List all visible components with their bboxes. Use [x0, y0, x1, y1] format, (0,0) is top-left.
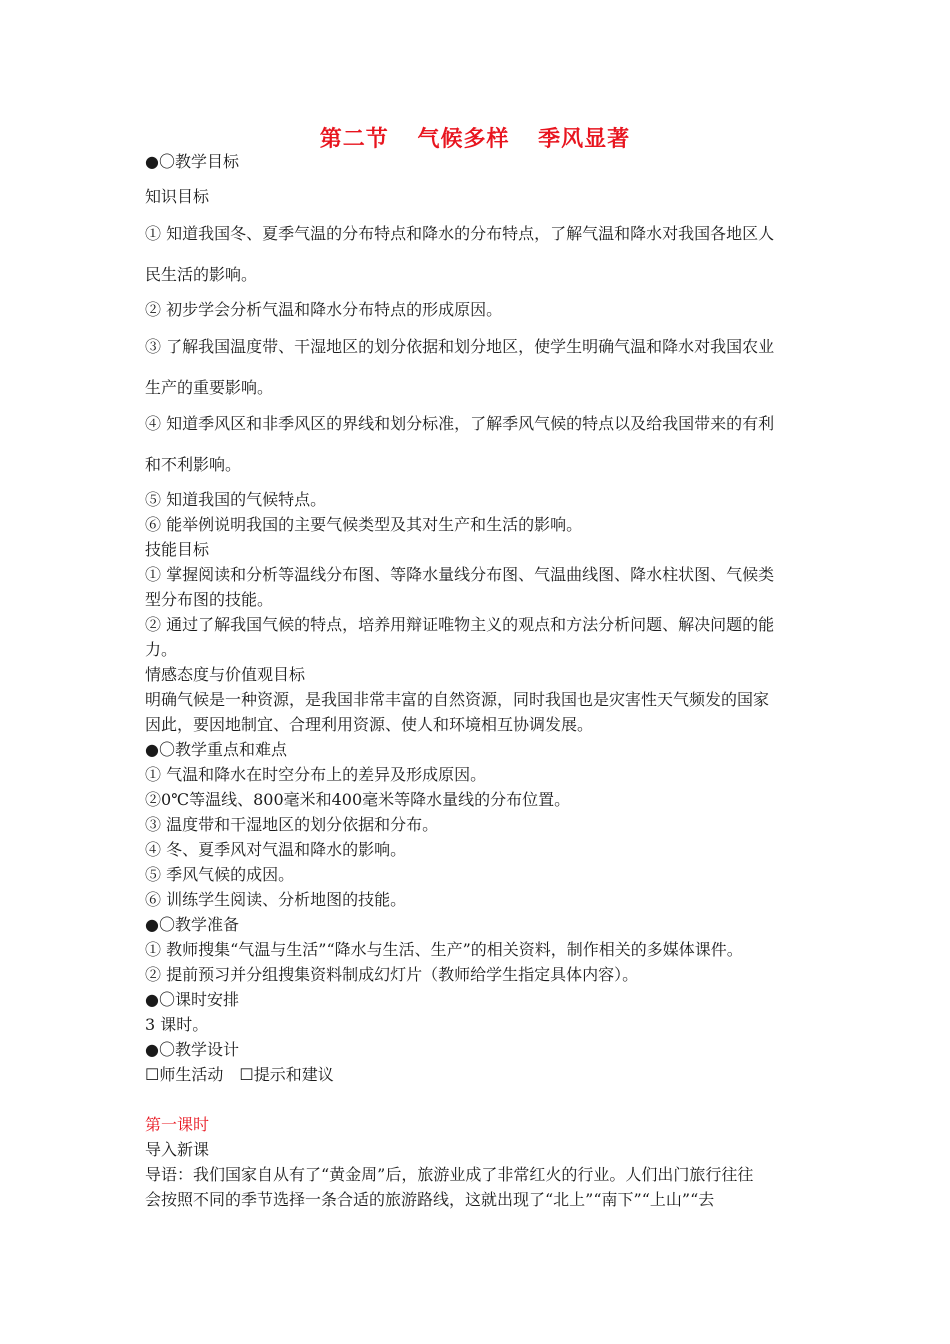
- preparation-heading: ●〇教学准备: [145, 915, 239, 934]
- page-title: [0, 122, 950, 153]
- knowledge-item-1: ① 知道我国冬、夏季气温的分布特点和降水的分布特点，了解气温和降水对我国各地区人: [145, 224, 775, 243]
- goals-heading: ●〇教学目标: [145, 152, 239, 171]
- emotion-heading: 情感态度与价值观目标: [145, 665, 306, 684]
- preparation-item-2: ② 提前预习并分组搜集资料制成幻灯片（教师给学生指定具体内容）。: [145, 965, 639, 984]
- key-point-3: ③ 温度带和干湿地区的划分依据和分布。: [145, 815, 439, 834]
- skill-item-2-cont: 力。: [145, 640, 178, 659]
- key-point-4: ④ 冬、夏季风对气温和降水的影响。: [145, 840, 407, 859]
- knowledge-item-2: ② 初步学会分析气温和降水分布特点的形成原因。: [145, 300, 503, 319]
- key-point-2: ②0℃等温线、800毫米和400毫米等降水量线的分布位置。: [145, 790, 571, 809]
- knowledge-item-6: ⑥ 能举例说明我国的主要气候类型及其对生产和生活的影响。: [145, 515, 583, 534]
- skill-item-1: ① 掌握阅读和分析等温线分布图、等降水量线分布图、气温曲线图、降水柱状图、气候类: [145, 565, 775, 584]
- knowledge-item-1-cont: 民生活的影响。: [145, 265, 258, 284]
- key-point-5: ⑤ 季风气候的成因。: [145, 865, 295, 884]
- lesson-1-heading: 第一课时: [145, 1115, 210, 1134]
- knowledge-item-4-cont: 和不利影响。: [145, 455, 242, 474]
- key-points-heading: ●〇教学重点和难点: [145, 740, 287, 759]
- design-legend: ☐师生活动 ☐提示和建议: [145, 1065, 334, 1084]
- knowledge-item-3: ③ 了解我国温度带、干湿地区的划分依据和划分地区，使学生明确气温和降水对我国农业: [145, 337, 775, 356]
- schedule-heading: ●〇课时安排: [145, 990, 239, 1009]
- title-topic-2: 季风显著: [538, 127, 631, 152]
- intro-heading: 导入新课: [145, 1140, 210, 1159]
- skill-item-1-cont: 型分布图的技能。: [145, 590, 274, 609]
- schedule-value: 3 课时。: [145, 1015, 209, 1034]
- intro-paragraph: 导语：我们国家自从有了“黄金周”后，旅游业成了非常红火的行业。人们出门旅行往往: [145, 1165, 754, 1184]
- title-topic-1: 气候多样: [417, 127, 510, 152]
- key-point-6: ⑥ 训练学生阅读、分析地图的技能。: [145, 890, 407, 909]
- intro-paragraph-cont: 会按照不同的季节选择一条合适的旅游路线，这就出现了“北上”“南下”“上山”“去: [145, 1190, 715, 1209]
- knowledge-item-3-cont: 生产的重要影响。: [145, 378, 274, 397]
- knowledge-item-4: ④ 知道季风区和非季风区的界线和划分标准，了解季风气候的特点以及给我国带来的有利: [145, 414, 775, 433]
- emotion-item-1-cont: 因此，要因地制宜、合理利用资源、使人和环境相互协调发展。: [145, 715, 594, 734]
- preparation-item-1: ① 教师搜集“气温与生活”“降水与生活、生产”的相关资料，制作相关的多媒体课件。: [145, 940, 743, 959]
- skill-heading: 技能目标: [145, 540, 210, 559]
- knowledge-heading: 知识目标: [145, 187, 210, 206]
- knowledge-item-5: ⑤ 知道我国的气候特点。: [145, 490, 327, 509]
- design-heading: ●〇教学设计: [145, 1040, 239, 1059]
- key-point-1: ① 气温和降水在时空分布上的差异及形成原因。: [145, 765, 487, 784]
- emotion-item-1: 明确气候是一种资源，是我国非常丰富的自然资源，同时我国也是灾害性天气频发的国家: [145, 690, 770, 709]
- title-section: 第二节: [319, 127, 389, 152]
- skill-item-2: ② 通过了解我国气候的特点，培养用辩证唯物主义的观点和方法分析问题、解决问题的能: [145, 615, 775, 634]
